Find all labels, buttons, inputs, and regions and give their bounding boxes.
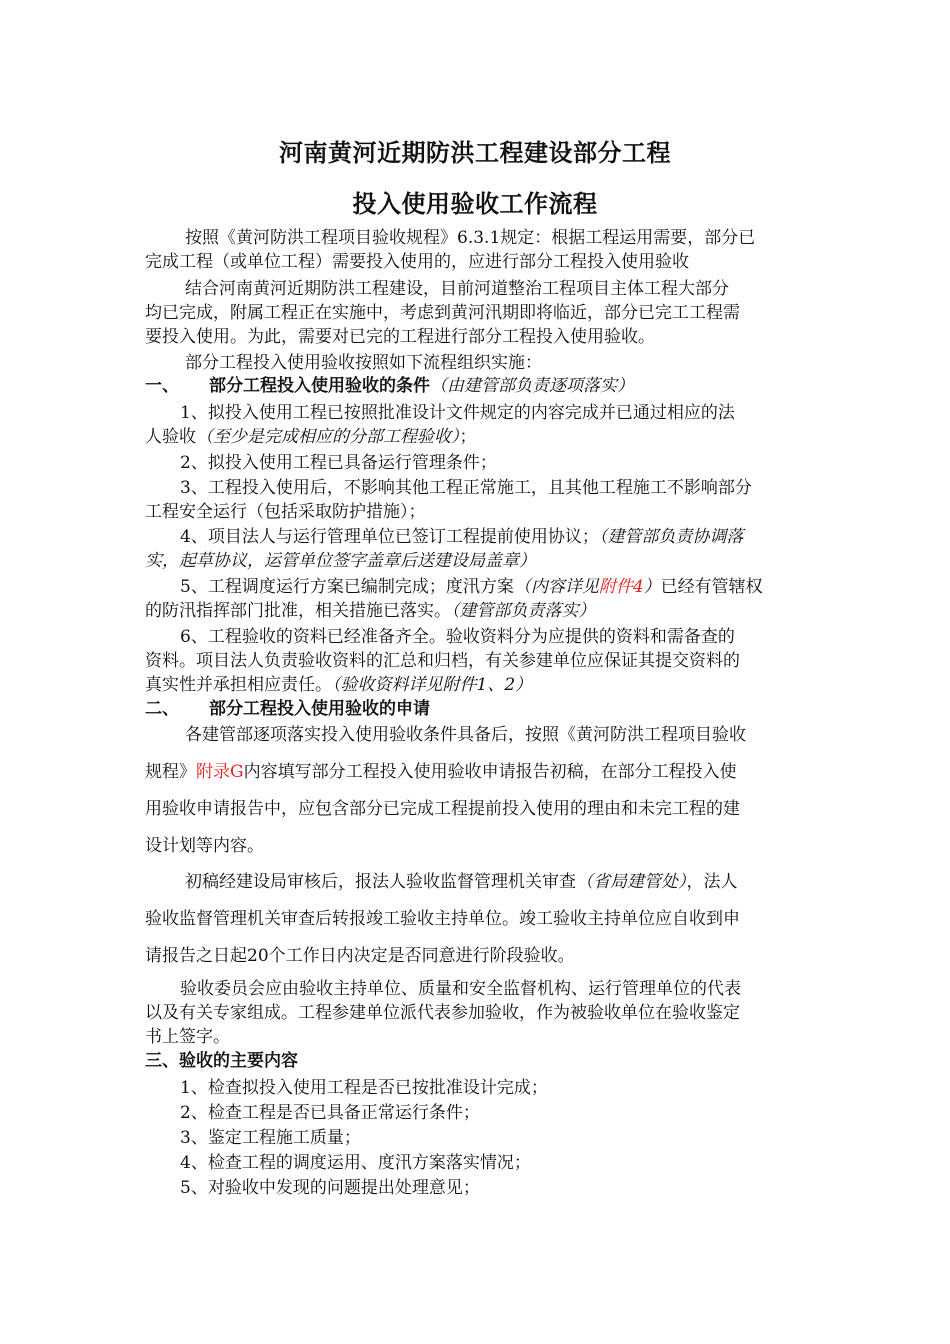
s1-item4-line2: 实，起草协议，运管单位签字盖章后送建设局盖章）	[145, 551, 536, 571]
s2-para2-line1	[185, 870, 738, 894]
s3-item4: 4、检查工程的调度运用、度汛方案落实情况；	[180, 1153, 531, 1173]
s2-para1-end: 内容填写部分工程投入使用验收申请报告初稿，在部分工程投入使	[243, 762, 737, 782]
s3-item3: 3、鉴定工程施工质量；	[180, 1128, 361, 1148]
intro-line: 完成工程（或单位工程）需要投入使用的，应进行部分工程投入使用验收	[145, 252, 689, 272]
s1-item5-note-close: ）	[643, 577, 661, 597]
section1-title: 部分工程投入使用验收的条件	[209, 376, 430, 396]
s1-item2: 2、拟投入使用工程已具备运行管理条件；	[180, 453, 497, 473]
s1-item6-line2: 资料。项目法人负责验收资料的汇总和归档，有关参建单位应保证其提交资料的	[145, 651, 740, 671]
s1-item5-note2: （建管部负责落实）	[451, 601, 596, 621]
s1-item1-line1: 1、拟投入使用工程已按照批准设计文件规定的内容完成并已通过相应的法	[180, 403, 735, 423]
s2-para2-line3: 请报告之日起20个工作日内决定是否同意进行阶段验收。	[145, 946, 575, 966]
s1-item5-text: 5、工程调度运行方案已编制完成；度汛方案	[180, 577, 514, 597]
s1-item5-text2: 的防汛指挥部门批准，相关措施已落实。	[145, 601, 451, 621]
section2-heading	[145, 697, 430, 721]
intro-line: 均已完成，附属工程正在实施中，考虑到黄河汛期即将临近，部分已完工工程需	[145, 303, 740, 323]
section2-number: 二、	[145, 699, 179, 719]
s3-item2: 2、检查工程是否已具备正常运行条件；	[180, 1103, 480, 1123]
s1-item4-note: （建管部负责协调落	[598, 527, 744, 547]
s1-item5-note: （内容详见	[513, 577, 599, 597]
s1-item6-line1: 6、工程验收的资料已经准备齐全。验收资料分为应提供的资料和需备查的	[180, 627, 735, 647]
s1-item1-line2	[145, 425, 477, 449]
s2-para3-line2: 以及有关专家组成。工程参建单位派代表参加验收，作为被验收单位在验收鉴定	[145, 1003, 740, 1023]
intro-line: 要投入使用。为此，需要对已完的工程进行部分工程投入使用验收。	[145, 327, 655, 347]
s2-para1-line4: 设计划等内容。	[145, 836, 264, 856]
s1-item6-text3: 真实性并承担相应责任。	[145, 675, 332, 695]
s1-item1-text: 人验收	[145, 427, 196, 447]
section2-title: 部分工程投入使用验收的申请	[209, 699, 430, 719]
s1-item4-line1	[180, 525, 743, 549]
s2-para3-line1: 验收委员会应由验收主持单位、质量和安全监督机构、运行管理单位的代表	[180, 979, 741, 999]
s2-para2-end: ，法人	[686, 872, 738, 892]
section3-heading: 三、验收的主要内容	[145, 1051, 298, 1071]
s2-para3-line3: 书上签字。	[145, 1027, 230, 1047]
s3-item1: 1、检查拟投入使用工程是否已按批准设计完成；	[180, 1078, 548, 1098]
intro-line: 结合河南黄河近期防洪工程建设，目前河道整治工程项目主体工程大部分	[185, 279, 729, 299]
section1-heading	[145, 374, 634, 398]
s2-para2-note: （省局建管处）	[576, 872, 687, 892]
s2-para2-line2: 验收监督管理机关审查后转报竣工验收主持单位。竣工验收主持单位应自收到申	[145, 909, 740, 929]
s1-item3-line2: 工程安全运行（包括采取防护措施）；	[145, 502, 426, 522]
s2-para1-start: 规程》	[145, 762, 196, 782]
section1-number: 一、	[145, 376, 179, 396]
s1-item3-line1: 3、工程投入使用后，不影响其他工程正常施工，且其他工程施工不影响部分	[180, 478, 752, 498]
s3-item5: 5、对验收中发现的问题提出处理意见；	[180, 1178, 480, 1198]
s2-para1-line2	[145, 760, 737, 784]
attachment4-link[interactable]: 附件4	[598, 577, 644, 597]
s1-item6-note: （验收资料详见附件1、2）	[332, 675, 533, 695]
s1-item5-line1	[180, 575, 763, 599]
s2-para1-line1: 各建管部逐项落实投入使用验收条件具备后，按照《黄河防洪工程项目验收	[185, 725, 746, 745]
appendix-g-link[interactable]: 附录G	[196, 762, 244, 782]
s2-para1-line3: 用验收申请报告中，应包含部分已完成工程提前投入使用的理由和未完工程的建	[145, 799, 740, 819]
s2-para2-text: 初稿经建设局审核后，报法人验收监督管理机关审查	[185, 872, 576, 892]
section1-note: （由建管部负责逐项落实）	[430, 376, 634, 396]
intro-line: 部分工程投入使用验收按照如下流程组织实施：	[185, 353, 542, 373]
s1-item6-line3	[145, 673, 532, 697]
doc-title-line1: 河南黄河近期防洪工程建设部分工程	[279, 139, 671, 167]
s1-item5-end: 已经有管辖权	[660, 577, 763, 597]
s1-item4-text: 4、项目法人与运行管理单位已签订工程提前使用协议；	[180, 527, 599, 547]
s1-item1-note: （至少是完成相应的分部工程验收）	[196, 427, 460, 447]
intro-line: 按照《黄河防洪工程项目验收规程》6.3.1规定：根据工程运用需要，部分已	[185, 228, 756, 248]
s1-item5-line2	[145, 599, 596, 623]
s1-item1-end: ；	[459, 427, 477, 447]
doc-title-line2: 投入使用验收工作流程	[352, 190, 598, 218]
